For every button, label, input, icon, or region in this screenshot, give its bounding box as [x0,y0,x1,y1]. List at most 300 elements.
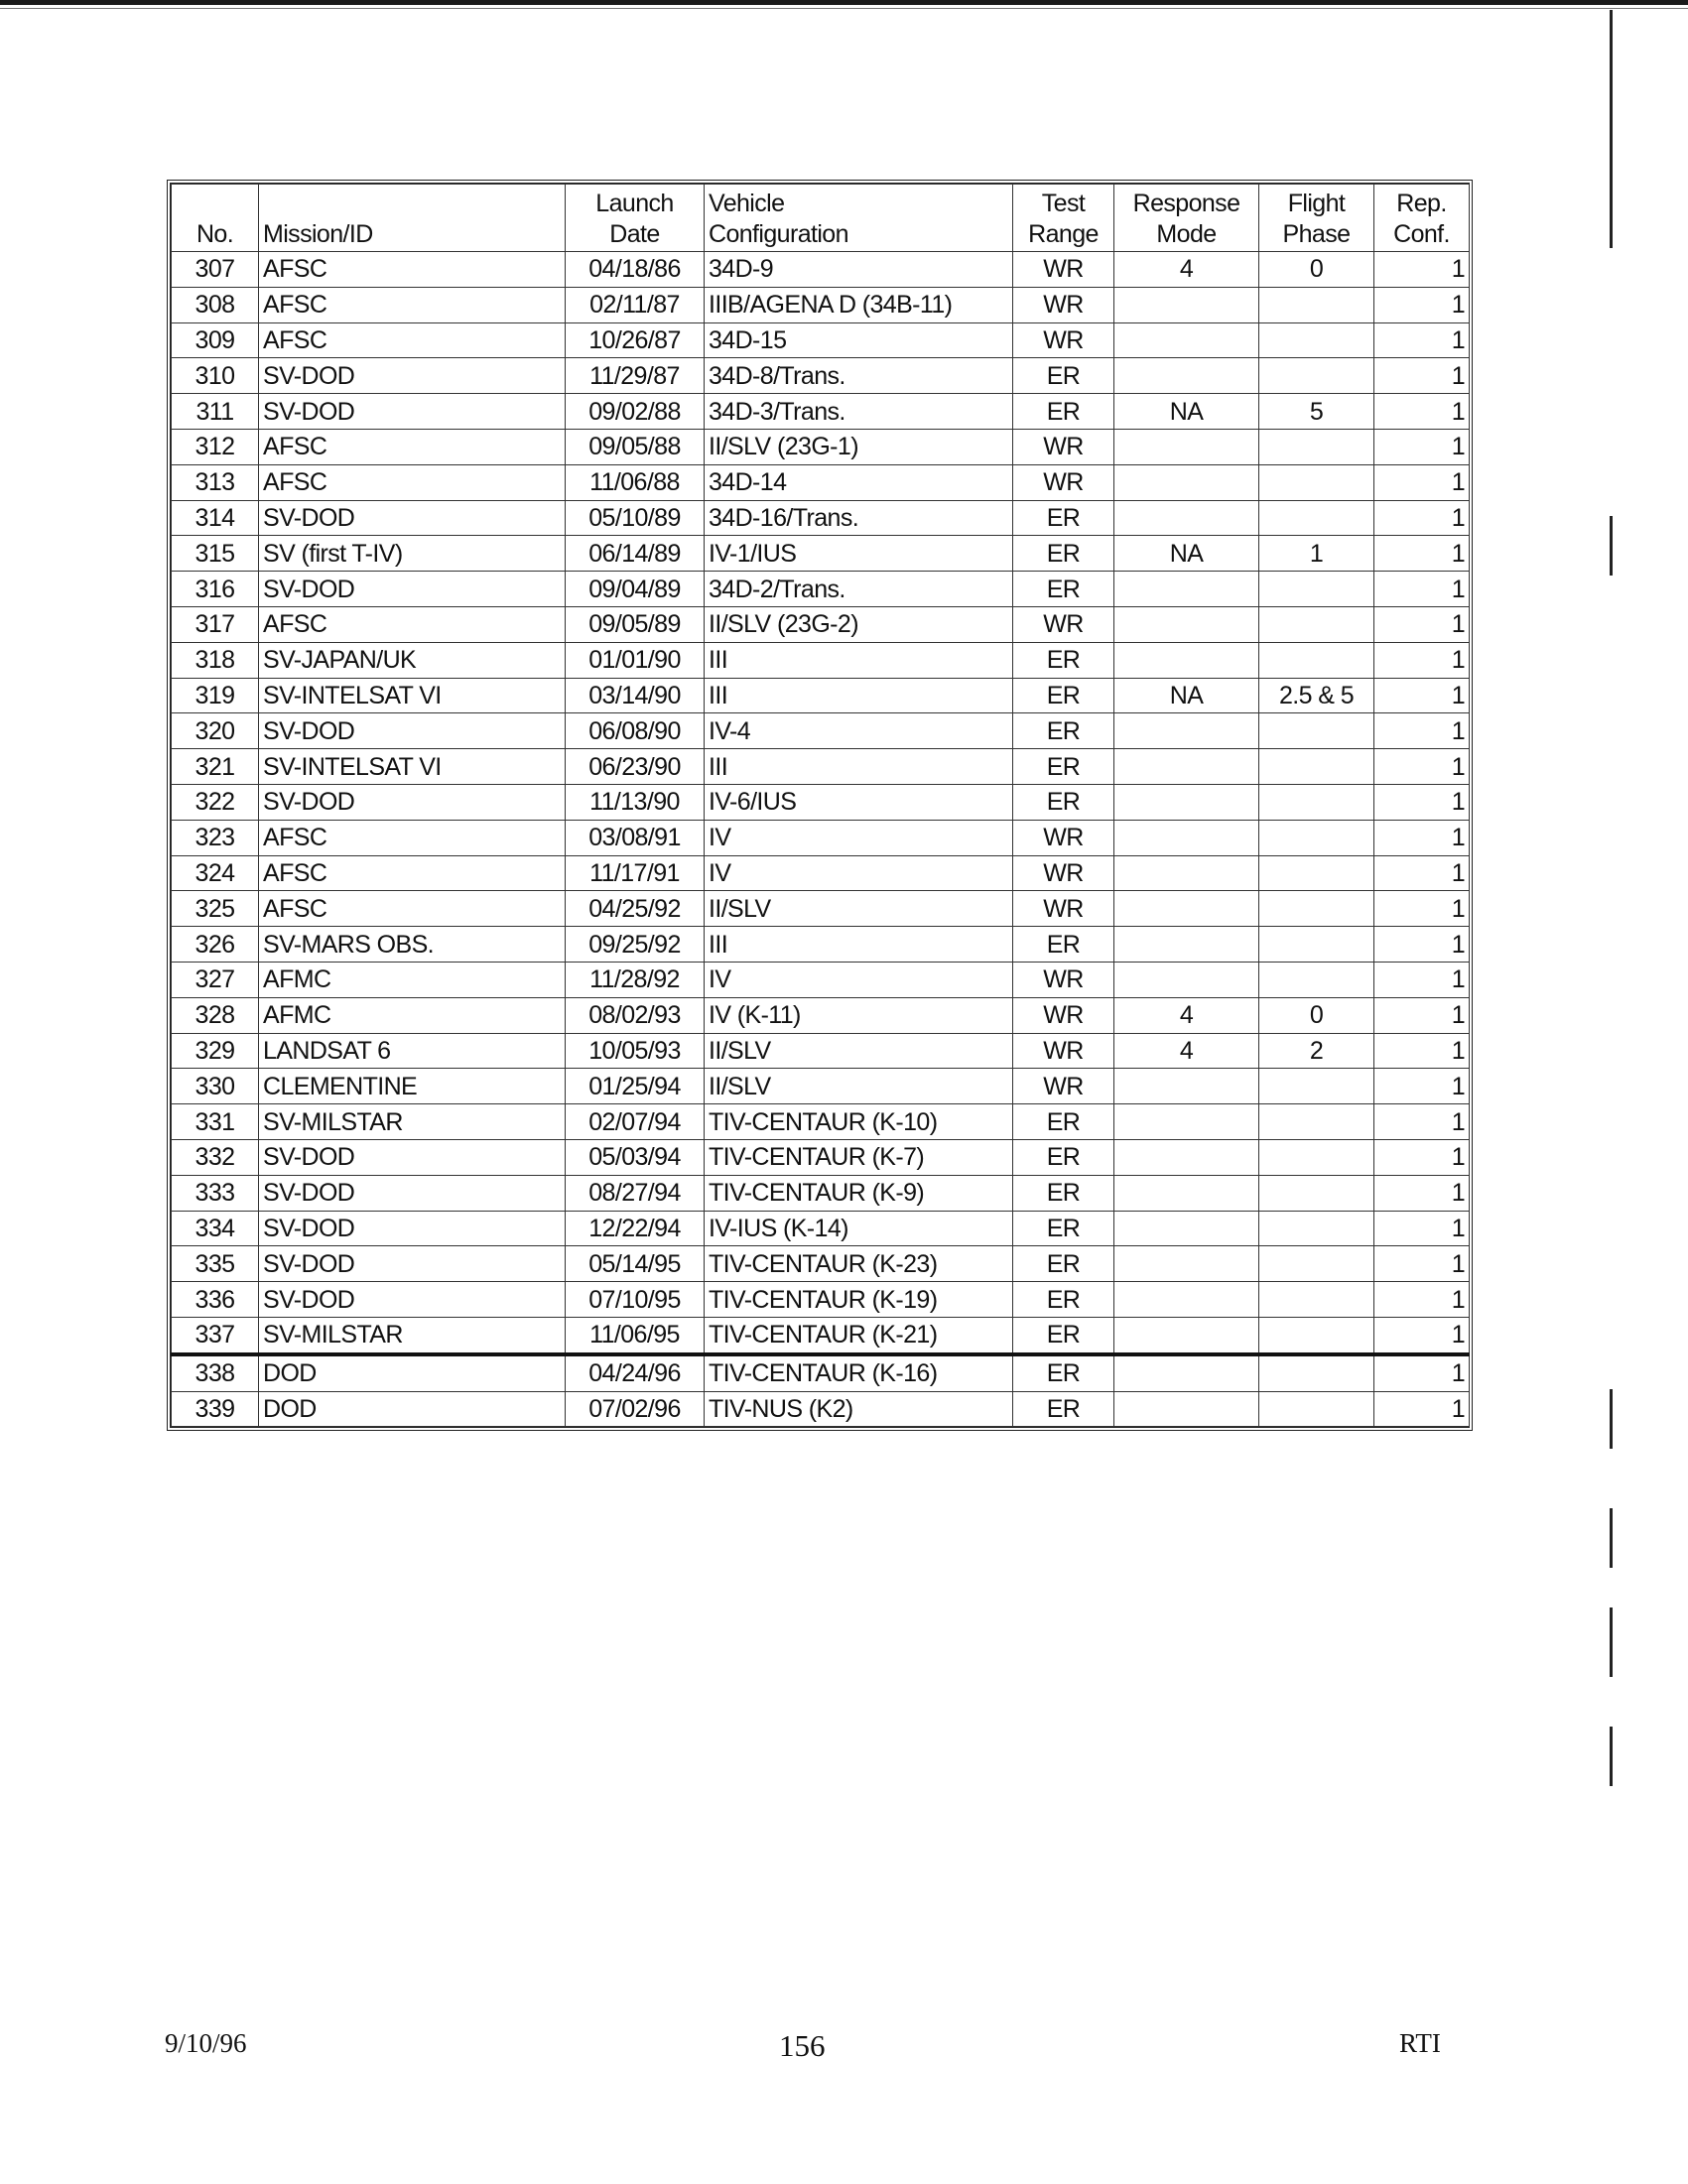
cell-vehicle: IIIB/AGENA D (34B-11) [705,287,1013,322]
cell-no: 313 [172,464,259,500]
cell-vehicle: III [705,749,1013,785]
cell-vehicle: IV [705,855,1013,891]
cell-launch-date: 09/04/89 [566,572,705,607]
cell-flight-phase: 5 [1259,394,1374,430]
cell-flight-phase [1259,322,1374,358]
header-label-line: Launch [595,190,674,217]
cell-test-range: ER [1013,642,1114,678]
cell-vehicle: II/SLV [705,1033,1013,1069]
table-row [172,642,1470,678]
cell-no: 310 [172,358,259,394]
header-label-line: Mode [1156,220,1217,248]
header-label-line: Range [1028,220,1099,248]
header-label-line: No. [195,220,234,248]
cell-response-mode [1114,1317,1259,1353]
cell-no: 339 [172,1391,259,1427]
cell-vehicle: II/SLV (23G-2) [705,606,1013,642]
cell-flight-phase [1259,500,1374,536]
header-response-mode [1114,185,1259,252]
cell-launch-date: 11/06/95 [566,1317,705,1353]
cell-vehicle: TIV-CENTAUR (K-9) [705,1175,1013,1211]
cell-launch-date: 01/01/90 [566,642,705,678]
cell-launch-date: 08/27/94 [566,1175,705,1211]
cell-vehicle: IV-4 [705,713,1013,749]
cell-flight-phase [1259,1391,1374,1427]
cell-flight-phase [1259,429,1374,464]
cell-vehicle: II/SLV (23G-1) [705,429,1013,464]
cell-mission: AFSC [259,464,566,500]
cell-response-mode [1114,358,1259,394]
cell-vehicle: 34D-2/Trans. [705,572,1013,607]
cell-response-mode: NA [1114,536,1259,572]
cell-rep-conf: 1 [1374,1069,1470,1104]
cell-launch-date: 07/02/96 [566,1391,705,1427]
cell-response-mode [1114,572,1259,607]
cell-vehicle: 34D-16/Trans. [705,500,1013,536]
cell-rep-conf: 1 [1374,1354,1470,1391]
cell-vehicle: IV (K-11) [705,997,1013,1033]
cell-mission: SV (first T-IV) [259,536,566,572]
page-number: 156 [779,2028,826,2063]
scan-edge-mark [1610,1607,1613,1677]
cell-no: 315 [172,536,259,572]
cell-response-mode [1114,429,1259,464]
cell-mission: SV-DOD [259,358,566,394]
cell-launch-date: 05/10/89 [566,500,705,536]
cell-launch-date: 05/03/94 [566,1139,705,1175]
cell-response-mode [1114,1246,1259,1282]
table-row [172,1282,1470,1318]
cell-launch-date: 11/13/90 [566,784,705,820]
cell-test-range: WR [1013,962,1114,997]
table-row [172,749,1470,785]
cell-vehicle: III [705,927,1013,963]
cell-launch-date: 01/25/94 [566,1069,705,1104]
cell-mission: SV-DOD [259,1246,566,1282]
cell-rep-conf: 1 [1374,678,1470,713]
cell-response-mode [1114,642,1259,678]
cell-flight-phase [1259,1069,1374,1104]
cell-test-range: ER [1013,749,1114,785]
cell-response-mode [1114,820,1259,855]
cell-launch-date: 09/05/88 [566,429,705,464]
cell-mission: SV-MILSTAR [259,1317,566,1353]
cell-no: 307 [172,252,259,288]
cell-flight-phase [1259,713,1374,749]
cell-rep-conf: 1 [1374,429,1470,464]
cell-rep-conf: 1 [1374,358,1470,394]
cell-mission: LANDSAT 6 [259,1033,566,1069]
cell-rep-conf: 1 [1374,1246,1470,1282]
cell-vehicle: TIV-CENTAUR (K-23) [705,1246,1013,1282]
cell-launch-date: 08/02/93 [566,997,705,1033]
cell-rep-conf: 1 [1374,252,1470,288]
cell-test-range: ER [1013,1391,1114,1427]
cell-launch-date: 06/14/89 [566,536,705,572]
cell-mission: AFSC [259,820,566,855]
cell-mission: DOD [259,1354,566,1391]
cell-response-mode [1114,749,1259,785]
cell-flight-phase [1259,464,1374,500]
cell-rep-conf: 1 [1374,1282,1470,1318]
cell-vehicle: IV-1/IUS [705,536,1013,572]
cell-rep-conf: 1 [1374,1317,1470,1353]
header-vehicle-configuration [705,185,1013,252]
cell-no: 335 [172,1246,259,1282]
cell-mission: AFSC [259,287,566,322]
footer-organization: RTI [1399,2028,1441,2058]
table-row [172,1175,1470,1211]
table-row [172,322,1470,358]
cell-vehicle: III [705,678,1013,713]
cell-flight-phase: 2 [1259,1033,1374,1069]
table-row [172,500,1470,536]
cell-test-range: WR [1013,855,1114,891]
cell-flight-phase [1259,784,1374,820]
cell-launch-date: 10/26/87 [566,322,705,358]
table-row [172,1246,1470,1282]
cell-no: 316 [172,572,259,607]
cell-test-range: ER [1013,1282,1114,1318]
cell-test-range: WR [1013,322,1114,358]
cell-response-mode [1114,1139,1259,1175]
cell-launch-date: 03/08/91 [566,820,705,855]
cell-mission: SV-DOD [259,1211,566,1246]
cell-rep-conf: 1 [1374,713,1470,749]
cell-rep-conf: 1 [1374,394,1470,430]
cell-rep-conf: 1 [1374,820,1470,855]
cell-rep-conf: 1 [1374,891,1470,927]
cell-mission: SV-DOD [259,500,566,536]
header-flight-phase [1259,185,1374,252]
table-row [172,678,1470,713]
cell-no: 319 [172,678,259,713]
cell-vehicle: 34D-8/Trans. [705,358,1013,394]
cell-launch-date: 12/22/94 [566,1211,705,1246]
scan-edge-mark [1610,516,1613,576]
table-row [172,287,1470,322]
cell-mission: AFSC [259,891,566,927]
cell-rep-conf: 1 [1374,997,1470,1033]
cell-response-mode [1114,1069,1259,1104]
cell-flight-phase [1259,855,1374,891]
table-row [172,394,1470,430]
mission-table [171,184,1470,1427]
header-label-line: Response [1132,190,1240,217]
cell-test-range: ER [1013,1211,1114,1246]
cell-response-mode [1114,1391,1259,1427]
cell-response-mode [1114,784,1259,820]
top-border-rule [0,0,1688,5]
cell-no: 337 [172,1317,259,1353]
cell-response-mode [1114,606,1259,642]
cell-rep-conf: 1 [1374,500,1470,536]
mission-table-frame [167,180,1473,1431]
cell-mission: AFSC [259,855,566,891]
cell-launch-date: 02/07/94 [566,1104,705,1140]
cell-response-mode: 4 [1114,252,1259,288]
cell-mission: SV-INTELSAT VI [259,749,566,785]
cell-response-mode [1114,962,1259,997]
cell-test-range: ER [1013,1317,1114,1353]
cell-test-range: WR [1013,287,1114,322]
cell-response-mode: 4 [1114,1033,1259,1069]
cell-vehicle: IV-6/IUS [705,784,1013,820]
cell-response-mode [1114,1354,1259,1391]
cell-test-range: ER [1013,394,1114,430]
cell-no: 331 [172,1104,259,1140]
cell-rep-conf: 1 [1374,642,1470,678]
cell-test-range: WR [1013,606,1114,642]
table-row [172,1211,1470,1246]
cell-flight-phase [1259,1246,1374,1282]
cell-no: 309 [172,322,259,358]
cell-launch-date: 11/06/88 [566,464,705,500]
cell-test-range: WR [1013,252,1114,288]
cell-rep-conf: 1 [1374,784,1470,820]
scan-edge-mark [1610,10,1613,248]
cell-no: 329 [172,1033,259,1069]
cell-rep-conf: 1 [1374,536,1470,572]
header-label-line: Configuration [709,220,848,248]
cell-test-range: WR [1013,1069,1114,1104]
cell-test-range: WR [1013,1033,1114,1069]
cell-flight-phase [1259,962,1374,997]
cell-vehicle: III [705,642,1013,678]
cell-launch-date: 04/25/92 [566,891,705,927]
header-label-line: Conf. [1393,220,1450,248]
cell-test-range: ER [1013,1139,1114,1175]
cell-launch-date: 07/10/95 [566,1282,705,1318]
cell-flight-phase [1259,1139,1374,1175]
cell-rep-conf: 1 [1374,572,1470,607]
cell-mission: SV-MILSTAR [259,1104,566,1140]
cell-rep-conf: 1 [1374,855,1470,891]
cell-vehicle: TIV-CENTAUR (K-7) [705,1139,1013,1175]
cell-launch-date: 11/29/87 [566,358,705,394]
cell-vehicle: II/SLV [705,891,1013,927]
cell-no: 318 [172,642,259,678]
cell-response-mode: NA [1114,678,1259,713]
cell-no: 317 [172,606,259,642]
cell-no: 324 [172,855,259,891]
cell-launch-date: 02/11/87 [566,287,705,322]
cell-mission: SV-DOD [259,572,566,607]
cell-flight-phase [1259,749,1374,785]
cell-test-range: WR [1013,820,1114,855]
cell-launch-date: 11/28/92 [566,962,705,997]
cell-no: 320 [172,713,259,749]
cell-response-mode [1114,500,1259,536]
cell-test-range: ER [1013,678,1114,713]
cell-response-mode [1114,322,1259,358]
table-row [172,820,1470,855]
cell-no: 323 [172,820,259,855]
cell-response-mode [1114,287,1259,322]
cell-flight-phase [1259,358,1374,394]
table-row [172,1391,1470,1427]
cell-flight-phase: 2.5 & 5 [1259,678,1374,713]
cell-vehicle: TIV-CENTAUR (K-19) [705,1282,1013,1318]
cell-rep-conf: 1 [1374,962,1470,997]
cell-no: 327 [172,962,259,997]
cell-mission: AFMC [259,962,566,997]
header-test-range [1013,185,1114,252]
cell-vehicle: II/SLV [705,1069,1013,1104]
header-label-line: Test [1041,190,1086,217]
cell-flight-phase [1259,287,1374,322]
cell-test-range: ER [1013,536,1114,572]
header-label-line: Date [609,220,660,248]
cell-mission: SV-DOD [259,713,566,749]
cell-no: 328 [172,997,259,1033]
table-row [172,572,1470,607]
table-row [172,855,1470,891]
cell-rep-conf: 1 [1374,927,1470,963]
header-label-line: Rep. [1396,190,1447,217]
cell-no: 336 [172,1282,259,1318]
cell-no: 322 [172,784,259,820]
table-row [172,606,1470,642]
cell-mission: SV-INTELSAT VI [259,678,566,713]
cell-flight-phase: 1 [1259,536,1374,572]
cell-rep-conf: 1 [1374,1175,1470,1211]
cell-vehicle: 34D-3/Trans. [705,394,1013,430]
cell-flight-phase [1259,927,1374,963]
cell-test-range: WR [1013,429,1114,464]
table-row [172,358,1470,394]
cell-rep-conf: 1 [1374,287,1470,322]
cell-no: 308 [172,287,259,322]
table-row [172,536,1470,572]
cell-launch-date: 04/24/96 [566,1354,705,1391]
cell-response-mode [1114,891,1259,927]
cell-launch-date: 06/23/90 [566,749,705,785]
cell-no: 330 [172,1069,259,1104]
cell-launch-date: 03/14/90 [566,678,705,713]
cell-test-range: WR [1013,997,1114,1033]
cell-mission: AFMC [259,997,566,1033]
cell-launch-date: 09/02/88 [566,394,705,430]
cell-vehicle: TIV-CENTAUR (K-21) [705,1317,1013,1353]
table-row [172,962,1470,997]
scan-edge-mark [1610,1389,1613,1449]
cell-test-range: ER [1013,1104,1114,1140]
header-label-line: Flight [1287,190,1346,217]
cell-rep-conf: 1 [1374,322,1470,358]
table-row [172,1354,1470,1391]
cell-rep-conf: 1 [1374,1139,1470,1175]
cell-test-range: ER [1013,1354,1114,1391]
cell-mission: SV-DOD [259,784,566,820]
cell-launch-date: 10/05/93 [566,1033,705,1069]
table-row [172,784,1470,820]
table-row [172,1104,1470,1140]
cell-mission: SV-DOD [259,1282,566,1318]
table-header-row [172,185,1470,252]
cell-vehicle: IV [705,820,1013,855]
cell-flight-phase [1259,1104,1374,1140]
header-mission [259,185,566,252]
cell-rep-conf: 1 [1374,1104,1470,1140]
header-label-line: Vehicle [709,190,785,217]
cell-flight-phase [1259,1354,1374,1391]
cell-test-range: ER [1013,927,1114,963]
cell-response-mode [1114,464,1259,500]
cell-mission: AFSC [259,606,566,642]
cell-test-range: ER [1013,358,1114,394]
cell-flight-phase [1259,891,1374,927]
cell-mission: SV-DOD [259,1139,566,1175]
cell-response-mode [1114,1211,1259,1246]
cell-flight-phase [1259,1317,1374,1353]
cell-rep-conf: 1 [1374,606,1470,642]
cell-flight-phase [1259,572,1374,607]
cell-test-range: ER [1013,1175,1114,1211]
cell-test-range: WR [1013,464,1114,500]
cell-flight-phase [1259,1175,1374,1211]
cell-no: 334 [172,1211,259,1246]
cell-mission: AFSC [259,429,566,464]
table-row [172,927,1470,963]
footer-date: 9/10/96 [165,2028,247,2058]
cell-vehicle: 34D-9 [705,252,1013,288]
cell-rep-conf: 1 [1374,749,1470,785]
cell-no: 332 [172,1139,259,1175]
header-label-line: Phase [1282,220,1351,248]
cell-flight-phase [1259,1211,1374,1246]
cell-mission: SV-MARS OBS. [259,927,566,963]
table-row [172,1317,1470,1353]
cell-flight-phase [1259,1282,1374,1318]
cell-vehicle: IV-IUS (K-14) [705,1211,1013,1246]
cell-rep-conf: 1 [1374,1211,1470,1246]
header-rep-conf [1374,185,1470,252]
cell-mission: CLEMENTINE [259,1069,566,1104]
scan-edge-mark [1610,1727,1613,1786]
table-row [172,997,1470,1033]
header-label-line: Mission/ID [263,220,373,248]
cell-flight-phase: 0 [1259,997,1374,1033]
cell-vehicle: TIV-NUS (K2) [705,1391,1013,1427]
cell-rep-conf: 1 [1374,464,1470,500]
cell-mission: AFSC [259,252,566,288]
cell-no: 333 [172,1175,259,1211]
cell-rep-conf: 1 [1374,1033,1470,1069]
table-row [172,464,1470,500]
cell-no: 321 [172,749,259,785]
cell-test-range: ER [1013,1246,1114,1282]
cell-response-mode [1114,1175,1259,1211]
cell-test-range: ER [1013,500,1114,536]
header-launch-date [566,185,705,252]
cell-response-mode [1114,855,1259,891]
cell-mission: SV-DOD [259,1175,566,1211]
cell-no: 326 [172,927,259,963]
table-row [172,1033,1470,1069]
cell-response-mode [1114,713,1259,749]
table-row [172,1069,1470,1104]
cell-test-range: ER [1013,784,1114,820]
table-row [172,1139,1470,1175]
table-row [172,252,1470,288]
cell-vehicle: 34D-14 [705,464,1013,500]
cell-launch-date: 09/05/89 [566,606,705,642]
cell-flight-phase: 0 [1259,252,1374,288]
cell-flight-phase [1259,642,1374,678]
cell-launch-date: 09/25/92 [566,927,705,963]
cell-vehicle: TIV-CENTAUR (K-10) [705,1104,1013,1140]
